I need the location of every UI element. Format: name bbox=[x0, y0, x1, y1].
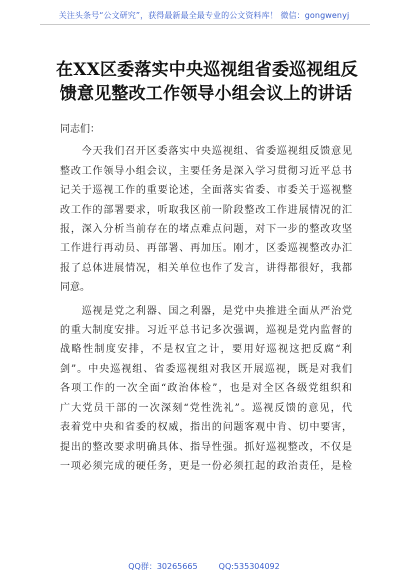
paragraph-line: 报，深入分析当前存在的堵点难点问题，对下一步的整改攻坚 bbox=[60, 224, 352, 236]
paragraph-line: 工作进行再动员、再部署、再加压。刚才，区委巡视整改办汇 bbox=[60, 243, 352, 255]
paragraph-line: 各项工作的一次全面“政治体检”，也是对全区各级党组织和 bbox=[60, 383, 352, 395]
paragraph bbox=[60, 142, 352, 297]
paragraph-line: 记关于巡视工作的重要论述，全面落实省委、市委关于巡视整 bbox=[60, 185, 352, 197]
paragraph-line: 今天我们召开区委落实中央巡视组、省委巡视组反馈意见 bbox=[60, 146, 352, 158]
paragraph-line: 改工作的部署要求，听取我区前一阶段整改工作进展情况的汇 bbox=[60, 204, 352, 216]
paragraph-line: 广大党员干部的一次深刻“党性洗礼”。巡视反馈的意见，代 bbox=[60, 402, 352, 414]
paragraph-line: 整改工作领导小组会议，主要任务是深入学习贯彻习近平总书 bbox=[60, 165, 352, 177]
paragraph-line: 战略性制度安排，不是权宜之计，要用好巡视这把反腐“利 bbox=[60, 344, 352, 356]
title-line: 在XX区委落实中央巡视组省委巡视组反 bbox=[56, 60, 358, 80]
paragraph bbox=[60, 302, 352, 477]
footer-qq: QQ:535304092 bbox=[218, 562, 280, 571]
footer-contact bbox=[0, 561, 408, 572]
document-body bbox=[60, 120, 352, 480]
paragraph-line: 表着党中央和省委的权威，指出的问题客观中肯、切中要害， bbox=[60, 422, 352, 434]
paragraph-line: 报了总体进展情况，相关单位也作了发言，讲得都很好，我都 bbox=[60, 262, 352, 274]
document-title bbox=[56, 58, 356, 106]
title-line: 馈意见整改工作领导小组会议上的讲话 bbox=[59, 84, 353, 104]
salutation: 同志们： bbox=[60, 124, 100, 135]
paragraph-line: 巡视是党之利器、国之利器，是党中央推进全面从严治党 bbox=[60, 305, 352, 317]
paragraph-line: 剑”。中央巡视组、省委巡视组对我区开展巡视，既是对我们 bbox=[60, 363, 352, 375]
footer-qq-group: QQ群：30265665 bbox=[128, 562, 198, 571]
header-divider bbox=[40, 24, 370, 25]
header-banner: 关注头条号“公文研究”，获得最新最全最专业的公文资料库！ 微信：gongwenyj bbox=[58, 11, 350, 20]
paragraph-line: 提出的整改要求明确具体、指导性强。抓好巡视整改，不仅是 bbox=[60, 441, 352, 453]
paragraph-line: 一项必须完成的硬任务，更是一份必须扛起的政治责任，是检 bbox=[60, 460, 352, 472]
paragraph-line: 同意。 bbox=[60, 282, 90, 294]
paragraph-line: 的重大制度安排。习近平总书记多次强调，巡视是党内监督的 bbox=[60, 325, 352, 337]
